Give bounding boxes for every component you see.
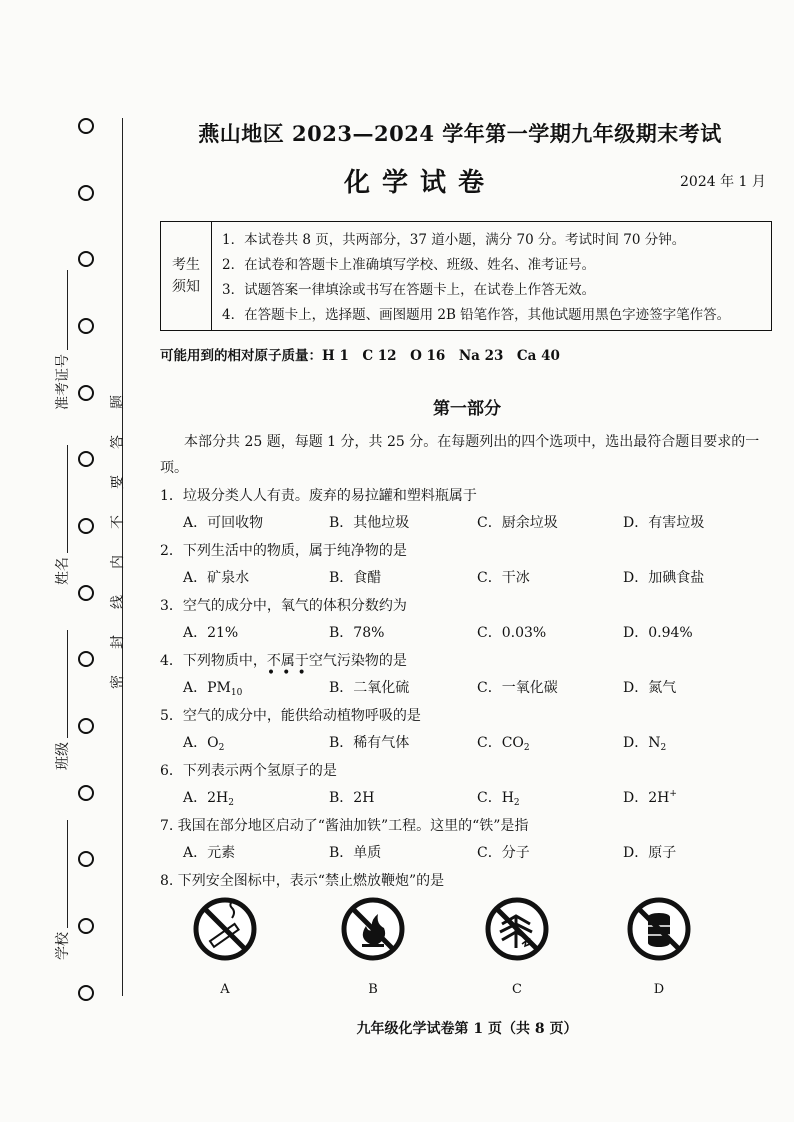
seal-char: 题: [110, 395, 126, 409]
subject-title: 化学试卷: [343, 168, 496, 198]
name-field[interactable]: [52, 445, 72, 585]
options-row: [183, 732, 783, 752]
exam-title: 燕山地区 2023—2024 学年第一学期九年级期末考试: [198, 121, 722, 146]
seal-char: 要: [110, 475, 126, 489]
notice-item: 4．在答题卡上，选择题、画图题用 2B 铅笔作答，其他试题用黑色字迹签字笔作答。: [222, 307, 731, 323]
binding-hole: [78, 518, 94, 534]
field-label: 姓名: [55, 557, 71, 585]
notice-item: 1．本试卷共 8 页，共两部分，37 道小题，满分 70 分。考试时间 70 分钟。: [222, 232, 686, 248]
binding-hole: [78, 185, 94, 201]
page-footer: 九年级化学试卷第 1 页（共 8 页）: [356, 1021, 578, 1037]
binding-hole: [78, 451, 94, 467]
option[interactable]: A．元素: [183, 845, 236, 861]
emphasis: 不属于 •••: [266, 653, 313, 681]
question-stem: 2．下列生活中的物质，属于纯净物的是: [160, 543, 407, 559]
question-stem: 3．空气的成分中，氧气的体积分数约为: [160, 598, 407, 614]
question-stem: 8. 下列安全图标中，表示“禁止燃放鞭炮”的是: [160, 873, 445, 889]
option[interactable]: A．可回收物: [183, 515, 264, 531]
option[interactable]: A．21%: [183, 625, 239, 641]
option[interactable]: C．$CO_2$: [477, 735, 530, 753]
seal-char: 封: [110, 635, 126, 649]
notice-item: 2．在试卷和答题卡上准确填写学校、班级、姓名、准考证号。: [222, 257, 596, 273]
notice-item: 3．试题答案一律填涂或书写在答题卡上，在试卷上作答无效。: [222, 282, 596, 298]
no-smoking-sign-icon[interactable]: [192, 896, 258, 962]
part-title: 第一部分: [433, 399, 501, 419]
option[interactable]: D．原子: [623, 845, 677, 861]
option[interactable]: C．一氧化碳: [477, 680, 558, 696]
option[interactable]: B．2H: [329, 790, 375, 806]
question-stem: 4．下列物质中，不属于 ••• 空气污染物的是: [160, 653, 407, 681]
exam-date: 2024 年 1 月: [680, 174, 766, 190]
option[interactable]: B．其他垃圾: [329, 515, 410, 531]
sign-label: C: [512, 982, 522, 997]
option[interactable]: D．0.94%: [623, 625, 693, 641]
options-row: [183, 677, 783, 697]
question-stem: 1．垃圾分类人人有责。废弃的易拉罐和塑料瓶属于: [160, 488, 477, 504]
binding-hole: [78, 651, 94, 667]
options-row: [183, 622, 783, 642]
no-open-flame-sign-icon[interactable]: [340, 896, 406, 962]
option[interactable]: B．二氧化硫: [329, 680, 410, 696]
option[interactable]: B．单质: [329, 845, 382, 861]
field-label: 班级: [55, 742, 71, 770]
notice-label: 考生 须知: [161, 222, 212, 330]
binding-hole: [78, 585, 94, 601]
seal-char: 内: [110, 555, 126, 569]
seal-char: 不: [110, 515, 126, 529]
option[interactable]: B．食醋: [329, 570, 382, 586]
option[interactable]: D．$N_2$: [623, 735, 667, 753]
field-label: 准考证号: [55, 354, 71, 410]
binding-hole: [78, 251, 94, 267]
options-row: [183, 567, 783, 587]
option[interactable]: C．0.03%: [477, 625, 547, 641]
class-field[interactable]: [52, 630, 72, 770]
option[interactable]: C．$H_2$: [477, 790, 520, 808]
sign-label: A: [220, 982, 230, 997]
binding-hole: [78, 918, 94, 934]
binding-hole: [78, 851, 94, 867]
binding-hole: [78, 985, 94, 1001]
option[interactable]: D．2H+: [623, 789, 677, 806]
options-row: [183, 842, 783, 862]
candidate-notice: [160, 221, 772, 331]
option[interactable]: A．矿泉水: [183, 570, 250, 586]
option[interactable]: A．$O_2$: [183, 735, 225, 753]
school-field[interactable]: [52, 820, 72, 960]
admission-number-field[interactable]: [52, 270, 72, 410]
sign-label: D: [653, 982, 665, 997]
option[interactable]: A．$2H_2$: [183, 790, 234, 808]
sign-label: B: [368, 982, 378, 997]
question-stem: 5．空气的成分中，能供给动植物呼吸的是: [160, 708, 421, 724]
option[interactable]: C．厨余垃圾: [477, 515, 558, 531]
atomic-masses: 可能用到的相对原子质量：H 1 C 12 O 16 Na 23 Ca 40: [160, 348, 560, 364]
no-flammable-storage-sign-icon[interactable]: [626, 896, 692, 962]
options-row: [183, 512, 783, 532]
option[interactable]: D．氮气: [623, 680, 677, 696]
question-stem: 6．下列表示两个氢原子的是: [160, 763, 337, 779]
option[interactable]: A．$PM_{10}$: [183, 680, 243, 698]
option[interactable]: D．加碘食盐: [623, 570, 705, 586]
option[interactable]: B．78%: [329, 625, 385, 641]
seal-char: 密: [110, 675, 126, 689]
binding-hole: [78, 718, 94, 734]
option[interactable]: D．有害垃圾: [623, 515, 705, 531]
field-label: 学校: [55, 932, 71, 960]
options-row: [183, 787, 783, 807]
question-stem: 7. 我国在部分地区启动了“酱油加铁”工程。这里的“铁”是指: [160, 818, 529, 834]
option[interactable]: C．分子: [477, 845, 530, 861]
option[interactable]: C．干冰: [477, 570, 530, 586]
seal-char: 线: [110, 595, 126, 609]
binding-hole: [78, 785, 94, 801]
binding-hole: [78, 318, 94, 334]
part-intro: 本部分共 25 题，每题 1 分，共 25 分。在每题列出的四个选项中，选出最符合题目要求的一项。: [160, 434, 760, 476]
binding-hole: [78, 118, 94, 134]
seal-char: 答: [110, 435, 126, 449]
no-firecrackers-sign-icon[interactable]: [484, 896, 550, 962]
option[interactable]: B．稀有气体: [329, 735, 410, 751]
